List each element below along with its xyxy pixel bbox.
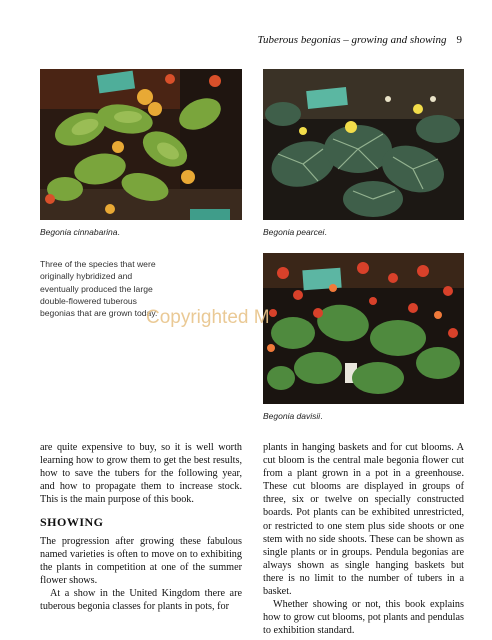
- header-title: Tuberous begonias – growing and showing: [257, 34, 447, 46]
- begonia-davisii-image: [263, 253, 464, 404]
- right-text-column: [263, 441, 464, 637]
- caption-period: .: [320, 411, 323, 421]
- photo-caption: [263, 227, 327, 237]
- left-text-column: [40, 441, 242, 613]
- photo-begonia-pearcei: [263, 69, 464, 220]
- running-header: [258, 34, 462, 46]
- photo-begonia-davisii: [263, 253, 464, 404]
- caption-period: .: [117, 227, 120, 237]
- body-paragraph: Whether showing or not, this book explains how to grow cut blooms, pot plants and pendulas to exhibition standard.: [263, 599, 464, 637]
- caption-species-name: Begonia davisii: [263, 411, 321, 421]
- caption-species-name: Begonia cinnabarina: [40, 227, 118, 237]
- photo-group-sidenote: Three of the species that were originally hybridized and eventually produced the large double-flowered tuberous begonias that are grown today.: [40, 259, 158, 319]
- caption-species-name: Begonia pearcei: [263, 227, 325, 237]
- photo-caption: [40, 227, 120, 237]
- body-paragraph: At a show in the United Kingdom there are tuberous begonia classes for plants in pots, for: [40, 587, 242, 613]
- body-paragraph: The progression after growing these fabulous named varieties is often to move on to exhibiting the plants in competition at one of the summer flower shows.: [40, 535, 242, 586]
- section-heading-showing: SHOWING: [40, 515, 104, 530]
- photo-caption: [263, 411, 323, 421]
- caption-period: .: [324, 227, 327, 237]
- copyright-watermark: Copyrighted M: [146, 307, 270, 328]
- begonia-pearcei-image: [263, 69, 464, 220]
- photo-begonia-cinnabarina: [40, 69, 242, 220]
- body-paragraph: are quite expensive to buy, so it is well worth learning how to grow them to get the best results, how to save the tubers for the following year, and how to propagate them to increase stock. This is the main purpose of this book.: [40, 442, 242, 506]
- begonia-cinnabarina-image: [40, 69, 242, 220]
- page-number: 9: [456, 34, 462, 46]
- body-paragraph: plants in hanging baskets and for cut blooms. A cut bloom is the central male begonia flower cut from a plant grown in a pot in a greenhouse. These cut blooms are displayed in groups of three, six or twelve on specially constructed boards. Pot plants can be exhibited unrestricted, or restricted to one stem plus side shoots or one stem with no side shoots. These can be shown as single plants or in groups. Pendula begonias are always shown as single hanging baskets but there is no limit to the number of tubers in a basket.: [263, 442, 464, 598]
